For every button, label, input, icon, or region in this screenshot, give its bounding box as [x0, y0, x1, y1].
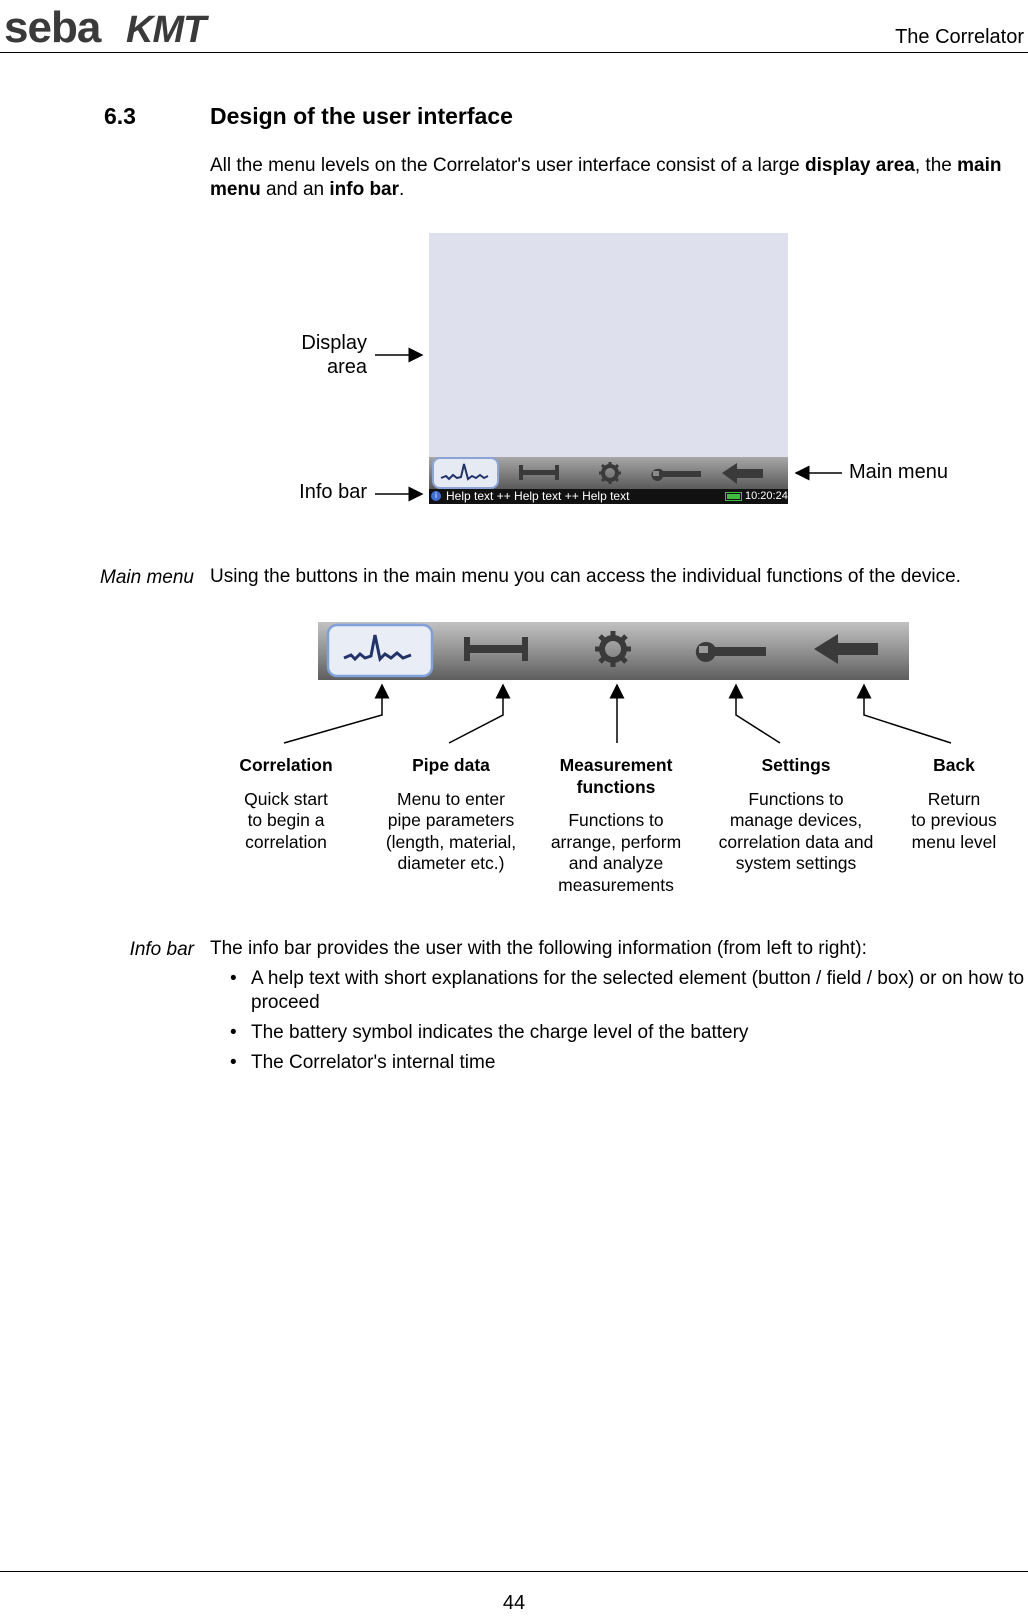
display-area-label: Display area — [301, 332, 367, 378]
page-number: 44 — [502, 1592, 526, 1614]
menu-item-pipe-data: Pipe data Menu to enter pipe parameters (length, material, diameter etc.) — [385, 755, 517, 873]
info-bar-description: The info bar provides the user with the following information (from left to right): — [210, 938, 867, 959]
info-bar-bullet: • A help text with short explanations for the selected element (button / field / box) or on how to proceed — [210, 967, 1025, 1015]
info-bar-bullet: • The Correlator's internal time — [210, 1051, 1025, 1075]
info-bar-label: Info bar — [299, 481, 367, 503]
correlation-pointer — [284, 685, 382, 743]
info-bar-help-text: Help text ++ Help text ++ Help text — [446, 489, 630, 503]
gear-icon[interactable] — [595, 631, 631, 667]
info-bar-section — [210, 937, 1025, 1081]
info-bar-bullet: • The battery symbol indicates the charge level of the battery — [210, 1021, 1025, 1045]
back-pointer — [864, 685, 951, 743]
figure1-arrows — [0, 0, 1028, 560]
intro-paragraph: All the menu levels on the Correlator's user interface consist of a large display area, the main menu and an info bar. — [210, 155, 1002, 200]
settings-pointer — [736, 685, 780, 743]
wrench-icon[interactable] — [696, 642, 766, 662]
main-menu-label: Main menu — [849, 461, 948, 483]
info-icon: i — [431, 491, 441, 501]
pipe-data-pointer — [449, 685, 503, 743]
pipe-icon[interactable] — [464, 637, 528, 661]
menu-item-back: Back Return to previous menu level — [911, 755, 997, 852]
menu-item-correlation: Correlation Quick start to begin a correlation — [239, 755, 333, 852]
main-menu-pointer-lines — [0, 670, 1028, 750]
main-menu-side-label: Main menu — [100, 567, 194, 588]
svg-text:seba: seba — [4, 3, 101, 50]
document-title: The Correlator — [895, 26, 1024, 48]
info-bar-time: 10:20:24 — [745, 490, 788, 502]
section-number: 6.3 — [104, 103, 136, 129]
menu-item-settings: Settings Functions to manage devices, correlation data and system settings — [718, 755, 874, 873]
svg-text:KMT: KMT — [126, 9, 206, 50]
menu-item-measurement-functions: Measurement functions Functions to arrange, perform and analyze measurements — [550, 755, 682, 895]
section-title: Design of the user interface — [210, 103, 513, 129]
info-bar-side-label: Info bar — [129, 939, 194, 960]
back-arrow-icon[interactable] — [814, 634, 878, 664]
correlation-button[interactable] — [328, 625, 432, 676]
footer-divider — [0, 1571, 1028, 1572]
main-menu-description: Using the buttons in the main menu you can access the individual functions of the device. — [210, 566, 961, 587]
